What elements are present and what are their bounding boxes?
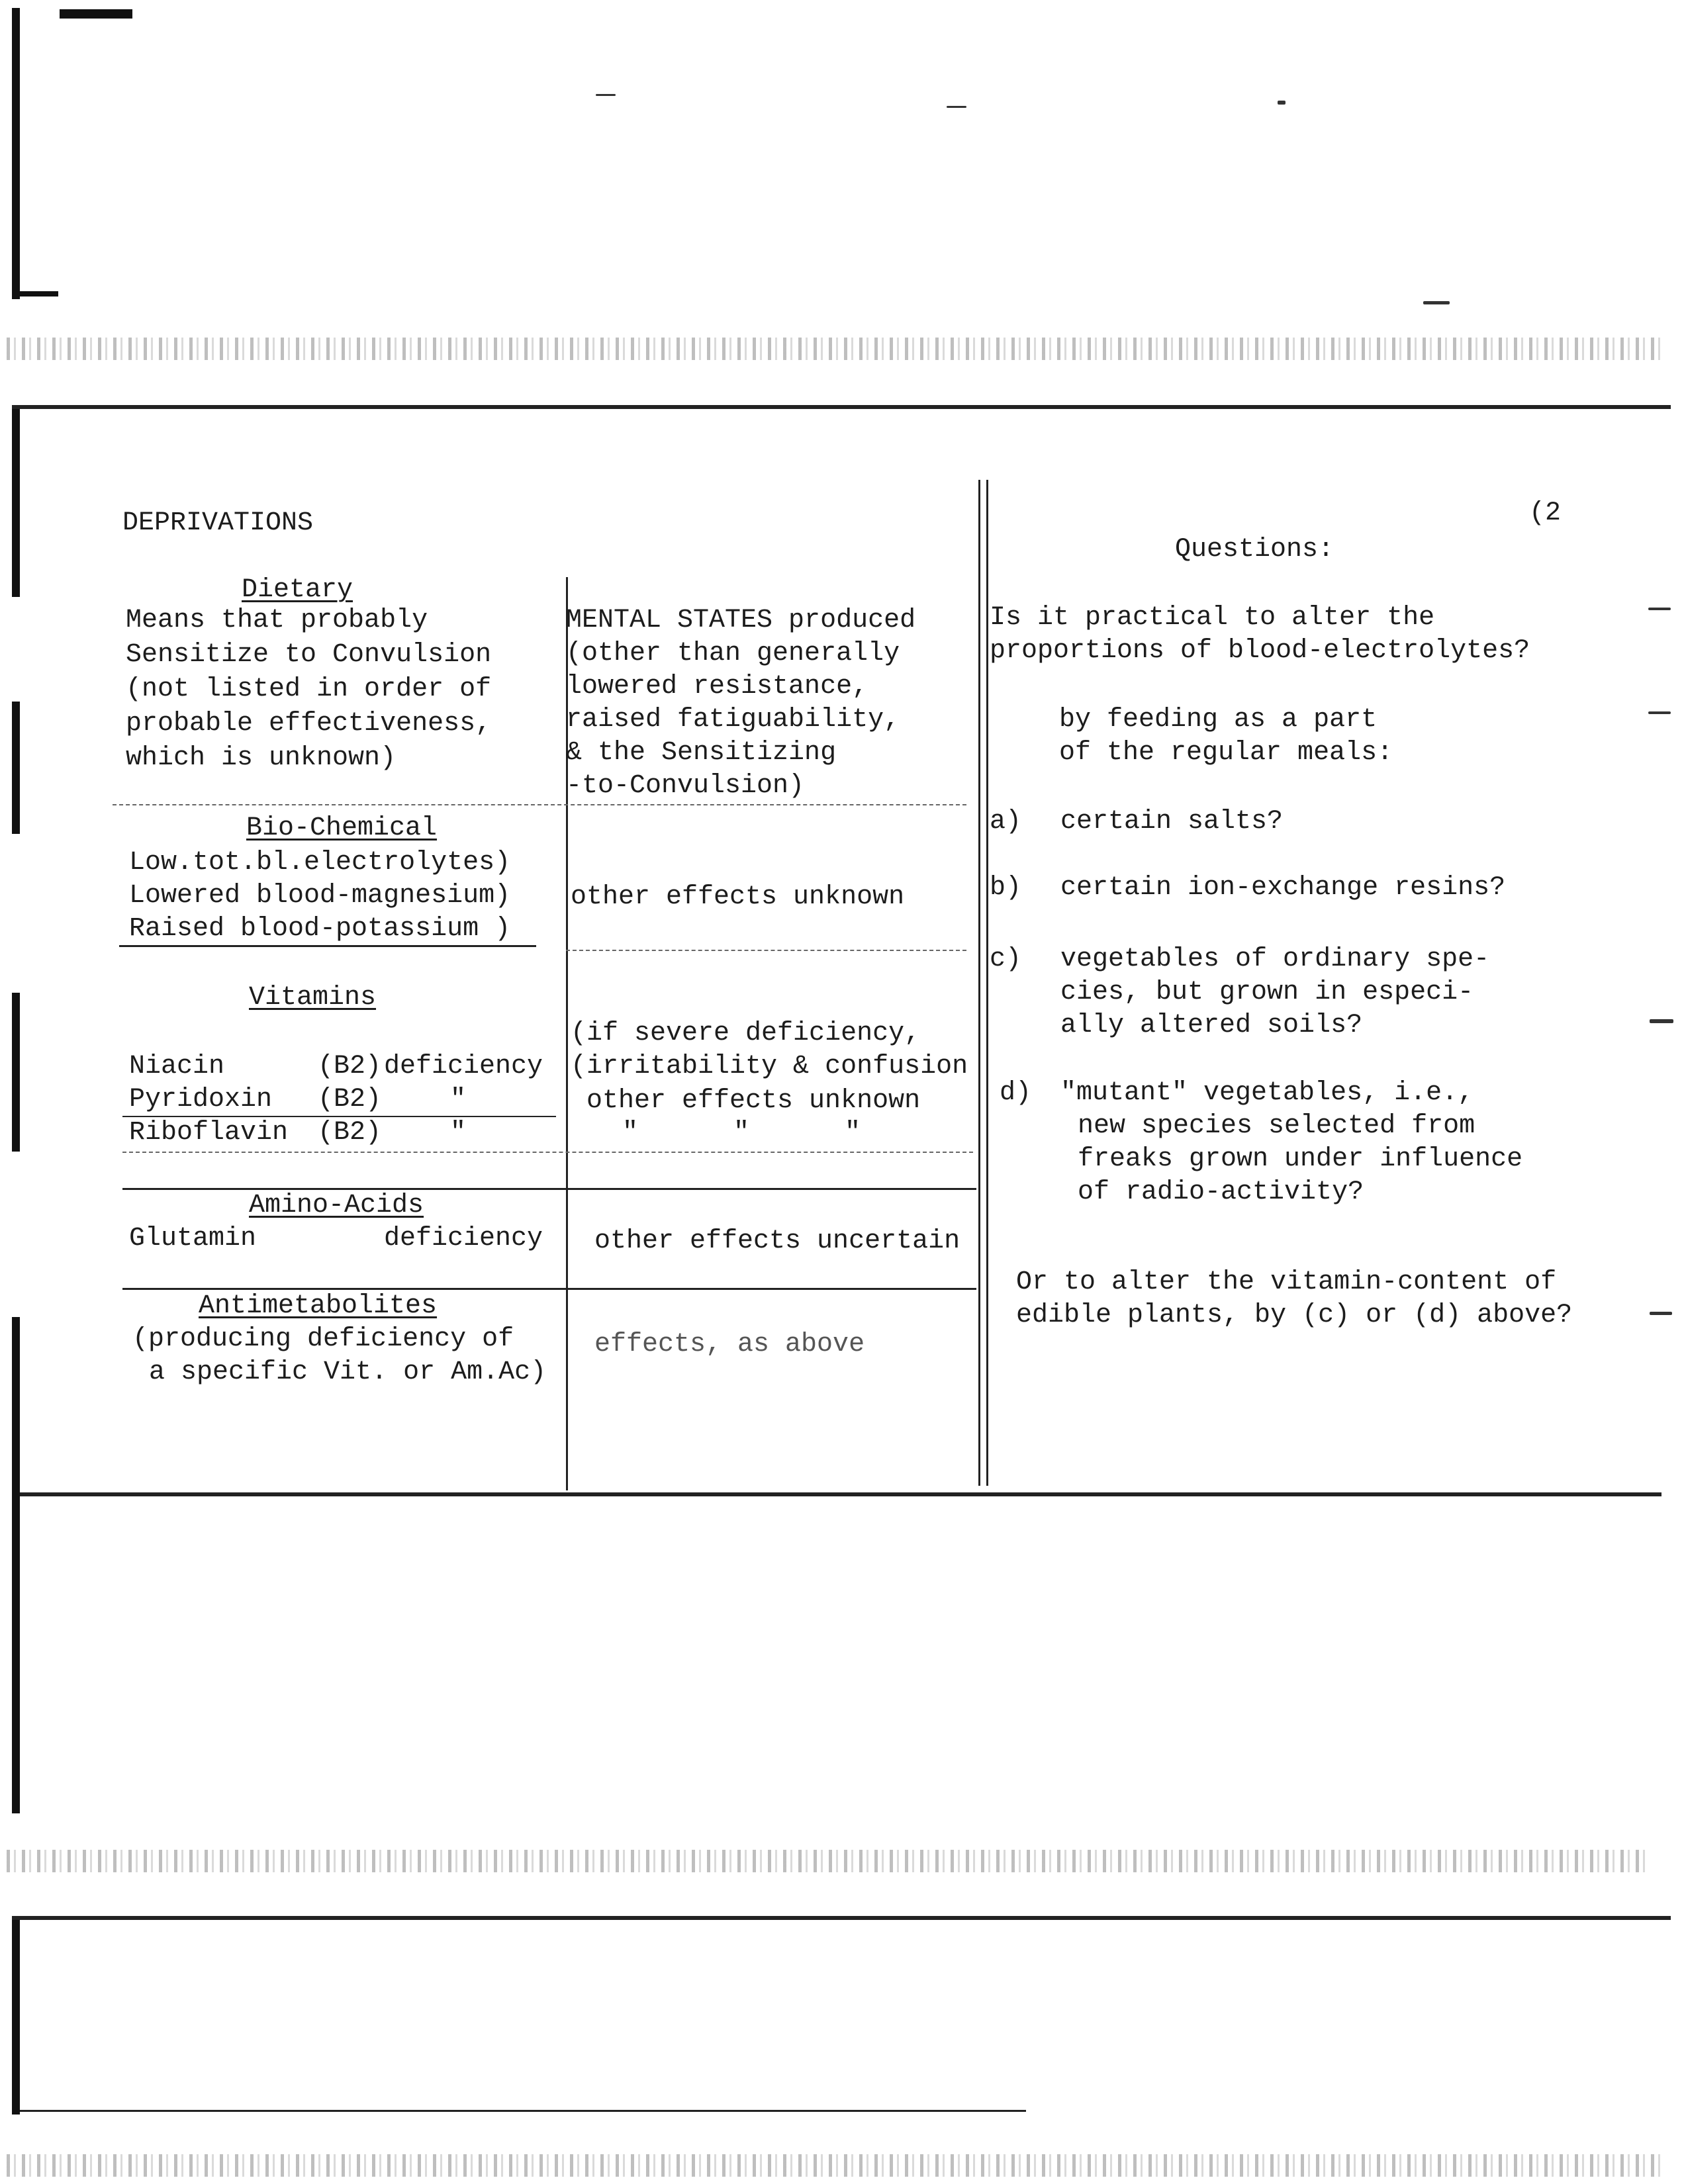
vitamin-row-1-note: deficiency [384,1052,543,1081]
questions-method-line-2: of the regular meals: [1059,738,1393,768]
vitamin-row-2-code: (B2) [318,1085,382,1115]
option-a-text: certain salts? [1060,807,1284,837]
questions-intro-line-1: Is it practical to alter the [990,603,1435,633]
vitamins-effect-line-4: " " " [622,1118,861,1148]
antimetabolites-line-1: (producing deficiency of [132,1324,514,1354]
dietary-line-3: (not listed in order of [126,674,492,704]
option-d-line-1: "mutant" vegetables, i.e., [1060,1078,1474,1108]
dietary-line-1: Means that probably [126,606,428,635]
dietary-line-2: Sensitize to Convulsion [126,640,492,670]
biochemical-line-1: Low.tot.bl.electrolytes) [129,848,511,878]
amino-acids-heading: Amino-Acids [249,1191,424,1220]
option-b-label: b) [990,873,1022,903]
scan-noise-top [7,338,1661,360]
dietary-line-4: probable effectiveness, [126,709,492,739]
biochemical-line-2: Lowered blood-magnesium) [129,881,511,911]
option-c-line-1: vegetables of ordinary spe- [1060,944,1490,974]
questions-intro-line-2: proportions of blood-electrolytes? [990,636,1530,666]
mental-states-line-3: lowered resistance, [566,672,868,702]
vitamin-row-1-code: (B2) [318,1052,382,1081]
biochemical-effect: other effects unknown [571,882,905,912]
option-d-line-4: of radio-activity? [1078,1177,1364,1207]
antimetabolites-effect: effects, as above [594,1330,865,1359]
biochemical-line-3: Raised blood-potassium ) [129,914,511,944]
mental-states-line-6: -to-Convulsion) [566,771,805,801]
vitamin-row-2-note: " [450,1085,467,1115]
closing-line-1: Or to alter the vitamin-content of [1016,1267,1557,1297]
mental-states-line-5: & the Sensitizing [566,738,837,768]
option-d-line-3: freaks grown under influence [1078,1144,1523,1174]
scan-noise-middle [7,1850,1648,1872]
vitamin-row-3-code: (B2) [318,1118,382,1148]
vitamin-row-3-name: Riboflavin [129,1118,289,1148]
amino-row-note: deficiency [384,1224,543,1253]
option-c-line-2: cies, but grown in especi- [1060,978,1474,1007]
option-b-text: certain ion-exchange resins? [1060,873,1506,903]
dietary-line-5: which is unknown) [126,743,397,773]
vitamin-row-3-note: " [450,1118,467,1148]
questions-method-line-1: by feeding as a part [1059,705,1378,735]
vitamin-row-1-name: Niacin [129,1052,225,1081]
option-d-label: d) [1000,1078,1032,1108]
option-c-line-3: ally altered soils? [1060,1011,1363,1040]
vitamins-effect-line-2: (irritability & confusion [571,1052,968,1081]
option-c-label: c) [990,944,1022,974]
vitamin-row-2-name: Pyridoxin [129,1085,273,1115]
amino-acids-effect: other effects uncertain [594,1226,960,1256]
vitamins-effect-line-1: (if severe deficiency, [571,1019,921,1048]
antimetabolites-line-2: a specific Vit. or Am.Ac) [149,1357,547,1387]
mental-states-line-2: (other than generally [566,639,900,668]
mental-states-line-1: MENTAL STATES produced [566,606,916,635]
biochemical-heading: Bio-Chemical [246,813,438,843]
antimetabolites-heading: Antimetabolites [199,1291,438,1321]
dietary-heading: Dietary [242,575,353,605]
option-d-line-2: new species selected from [1078,1111,1475,1141]
questions-heading: Questions: [1175,535,1334,565]
option-a-label: a) [990,807,1022,837]
closing-line-2: edible plants, by (c) or (d) above? [1016,1300,1573,1330]
vitamins-heading: Vitamins [249,983,377,1013]
page-number: (2 [1529,498,1562,528]
vitamins-effect-line-3: other effects unknown [586,1086,921,1116]
amino-row-name: Glutamin [129,1224,257,1253]
scan-noise-bottom [7,2154,1661,2177]
mental-states-line-4: raised fatiguability, [566,705,900,735]
deprivations-title: DEPRIVATIONS [122,508,314,538]
